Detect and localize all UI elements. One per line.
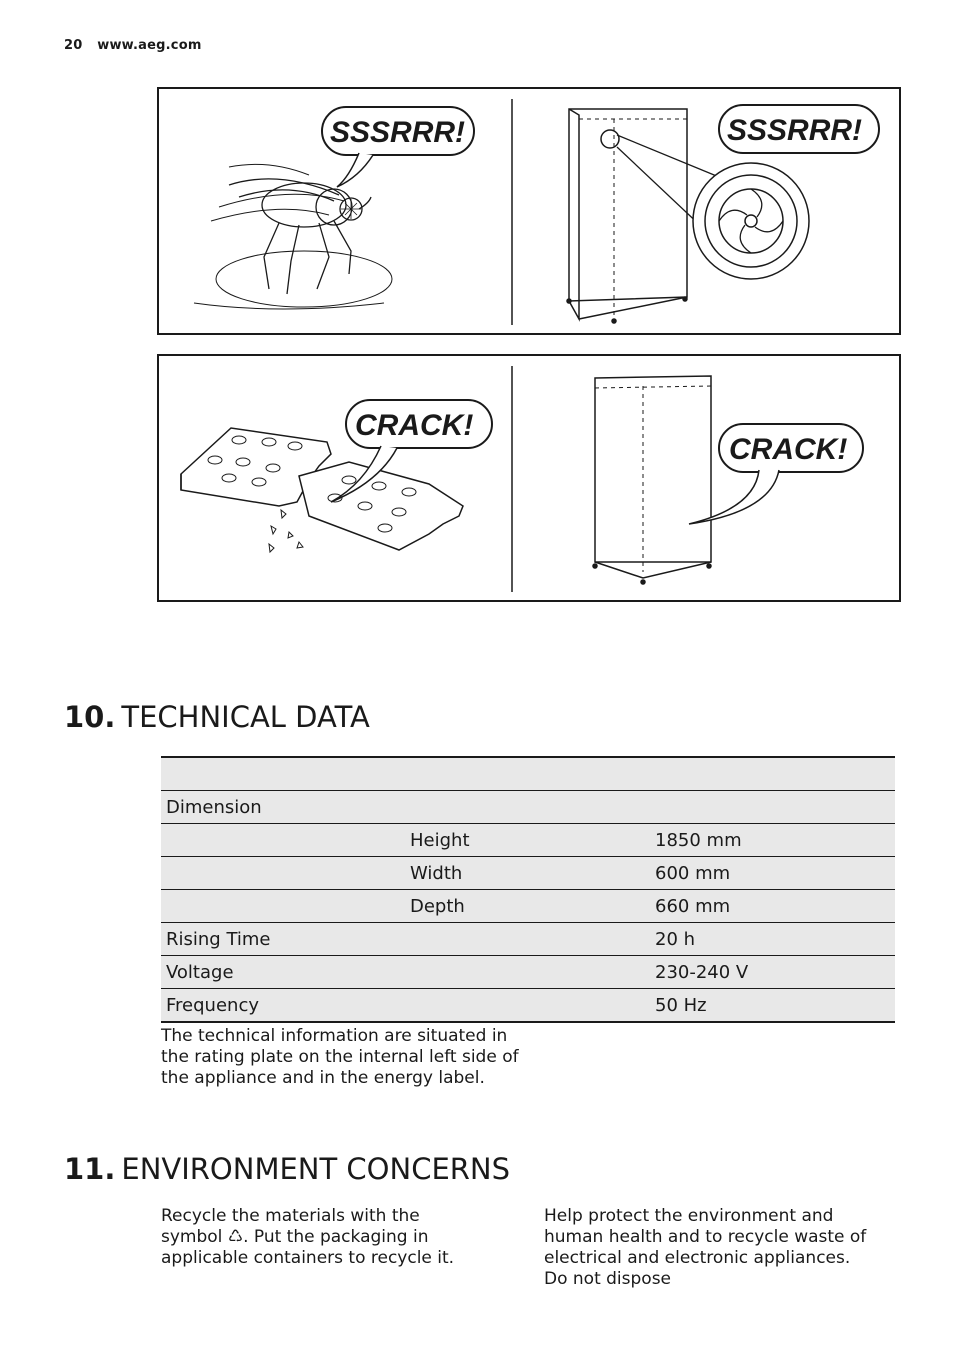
table-row xyxy=(161,757,895,791)
bubble-text-crack-right: CRACK! xyxy=(729,433,848,466)
table-cell: 660 mm xyxy=(650,890,895,923)
section-number: 11. xyxy=(64,1152,116,1186)
table-cell: Dimension xyxy=(161,791,405,824)
illustration-panel-cracking xyxy=(157,354,901,602)
recycle-text-start: Recycle the materials with the symbol xyxy=(161,1206,420,1247)
bubble-right-2 xyxy=(689,424,863,524)
table-cell xyxy=(405,989,650,1023)
table-cell: 50 Hz xyxy=(650,989,895,1023)
table-cell xyxy=(161,824,405,857)
table-cell: Width xyxy=(405,857,650,890)
table-cell xyxy=(405,791,650,824)
table-cell: Rising Time xyxy=(161,923,405,956)
table-cell xyxy=(405,923,650,956)
table-cell: 230-240 V xyxy=(650,956,895,989)
section-title-environment xyxy=(64,1152,510,1186)
buzzing-illustration xyxy=(159,89,899,333)
environment-text-right: Help protect the environment and human health and to recycle waste of electrical and electronic appliances. Do not dispose xyxy=(544,1206,867,1289)
table-row xyxy=(161,989,895,1023)
section-title-technical-data xyxy=(64,700,370,734)
cracking-illustration xyxy=(159,356,899,600)
fly-icon xyxy=(194,164,392,309)
table-cell xyxy=(161,857,405,890)
table-cell xyxy=(650,791,895,824)
illustration-panel-buzzing xyxy=(157,87,901,335)
bubble-left-1 xyxy=(322,107,474,187)
table-cell: 20 h xyxy=(650,923,895,956)
table-cell: Height xyxy=(405,824,650,857)
section-heading: TECHNICAL DATA xyxy=(121,700,370,734)
section-heading: ENVIRONMENT CONCERNS xyxy=(121,1152,511,1186)
table-cell: Frequency xyxy=(161,989,405,1023)
table-row xyxy=(161,956,895,989)
table-cell xyxy=(650,757,895,791)
table-cell: 1850 mm xyxy=(650,824,895,857)
table-cell xyxy=(405,956,650,989)
bubble-text-crack-left: CRACK! xyxy=(355,409,474,442)
website-link[interactable]: www.aeg.com xyxy=(97,38,202,53)
table-row xyxy=(161,890,895,923)
fridge-icon xyxy=(593,376,711,584)
page-number: 20 xyxy=(64,38,83,53)
table-cell xyxy=(161,757,405,791)
bubble-text-sssrrr-left: SSSRRR! xyxy=(330,116,466,149)
technical-note: The technical information are situated in the rating plate on the internal left side of the appliance and in the energy label. xyxy=(161,1026,519,1088)
page-header xyxy=(64,38,202,53)
recycle-text-end: . Put the packaging in applicable containers to recycle it. xyxy=(161,1227,455,1268)
recycle-icon: ♺ xyxy=(227,1227,244,1247)
table-row xyxy=(161,791,895,824)
section-number: 10. xyxy=(64,700,116,734)
environment-text-left xyxy=(161,1206,481,1269)
table-cell: Depth xyxy=(405,890,650,923)
technical-data-table xyxy=(161,756,895,1023)
bubble-text-sssrrr-right: SSSRRR! xyxy=(727,114,863,147)
table-cell xyxy=(161,890,405,923)
table-row xyxy=(161,857,895,890)
table-cell: Voltage xyxy=(161,956,405,989)
table-row xyxy=(161,923,895,956)
bubble-right-1 xyxy=(719,105,879,153)
table-row xyxy=(161,824,895,857)
table-cell: 600 mm xyxy=(650,857,895,890)
table-cell xyxy=(405,757,650,791)
